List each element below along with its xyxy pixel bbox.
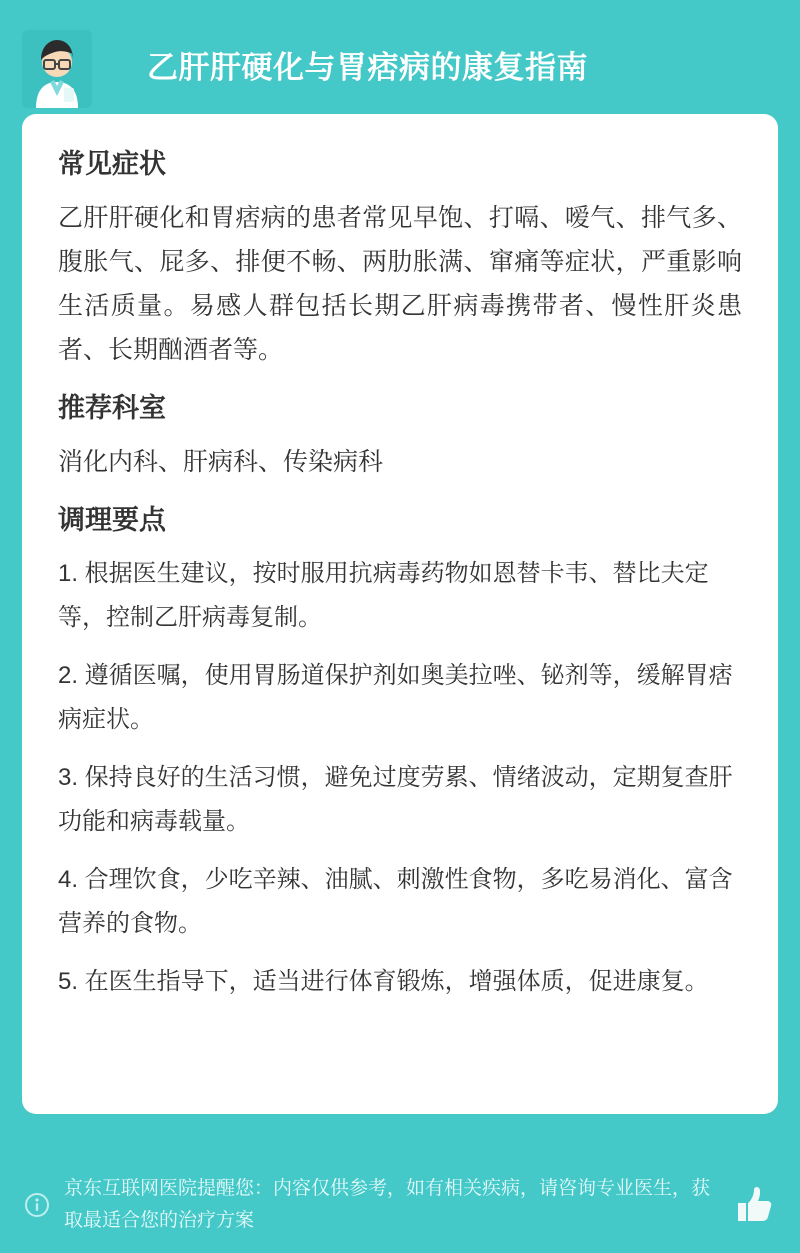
footer-text: 京东互联网医院提醒您：内容仅供参考，如有相关疾病，请咨询专业医生，获取最适合您的治疗方案 (64, 1178, 711, 1231)
doctor-avatar-icon (22, 30, 92, 108)
page-title: 乙肝肝硬化与胃痞病的康复指南 (147, 50, 588, 85)
content-card (22, 114, 778, 1114)
section-heading-symptoms: 常见症状 (58, 149, 166, 179)
thumbs-up-icon[interactable] (732, 1183, 776, 1227)
care-step-2: 2. 遵循医嘱，使用胃肠道保护剂如奥美拉唑、铋剂等，缓解胃痞病症状。 (58, 662, 733, 733)
footer-disclaimer (0, 1157, 800, 1253)
care-step-1: 1. 根据医生建议，按时服用抗病毒药物如恩替卡韦、替比夫定等，控制乙肝病毒复制。 (58, 560, 709, 631)
care-step-4: 4. 合理饮食，少吃辛辣、油腻、刺激性食物，多吃易消化、富含营养的食物。 (58, 866, 733, 937)
care-step-3: 3. 保持良好的生活习惯，避免过度劳累、情绪波动，定期复查肝功能和病毒载量。 (58, 764, 733, 835)
section-heading-departments: 推荐科室 (58, 393, 166, 423)
section-heading-care-points: 调理要点 (58, 505, 166, 535)
info-circle-icon (24, 1192, 50, 1218)
departments-text: 消化内科、肝病科、传染病科 (58, 448, 384, 476)
symptoms-text: 乙肝肝硬化和胃痞病的患者常见早饱、打嗝、嗳气、排气多、腹胀气、屁多、排便不畅、两肋胀满、窜痛等症状，严重影响生活质量。易感人群包括长期乙肝病毒携带者、慢性肝炎患者、长期酗酒者等。 (58, 204, 742, 364)
care-step-5: 5. 在医生指导下，适当进行体育锻炼，增强体质，促进康复。 (58, 968, 709, 995)
